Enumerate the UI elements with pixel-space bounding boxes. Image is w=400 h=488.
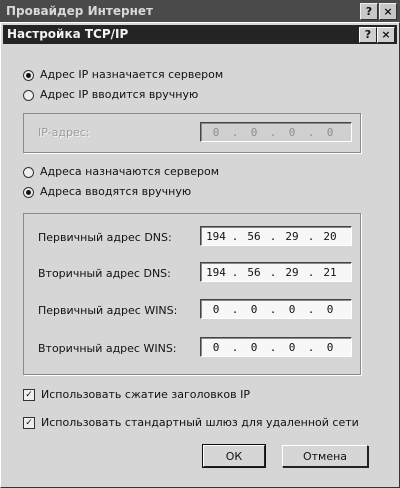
ip-octet[interactable]: 0 [288, 302, 296, 316]
cancel-button[interactable]: Отмена [282, 445, 368, 467]
ip-octet[interactable]: 0 [212, 302, 220, 316]
tcpip-settings-dialog [0, 22, 400, 488]
background-close-button[interactable]: × [379, 3, 397, 20]
secondary-dns-field[interactable]: 194 . 56 . 29 . 21 [200, 262, 352, 282]
checkbox-ip-header-compression[interactable] [23, 387, 250, 403]
server-addresses-group [23, 213, 361, 375]
ip-octet[interactable]: 20 [323, 229, 337, 243]
primary-wins-field[interactable]: 0 . 0 . 0 . 0 [200, 299, 352, 319]
background-window-title: Провайдер Интернет [0, 0, 400, 22]
ip-octet[interactable]: 0 [250, 340, 258, 354]
ip-octet[interactable]: 21 [323, 265, 337, 279]
ip-octet[interactable]: 29 [285, 229, 299, 243]
primary-wins-label: Первичный адрес WINS: [38, 304, 178, 317]
secondary-wins-field[interactable]: 0 . 0 . 0 . 0 [200, 337, 352, 357]
checkbox-default-gateway[interactable] [23, 415, 359, 431]
dialog-title: Настройка TCP/IP [7, 27, 129, 41]
checkbox-check-icon[interactable]: ✓ [23, 417, 35, 429]
ip-octet-3[interactable]: 0 [288, 125, 296, 139]
ip-octet[interactable]: 56 [247, 265, 261, 279]
checkbox-label: Использовать сжатие заголовков IP [41, 388, 250, 401]
radio-label: Адреса вводятся вручную [40, 185, 192, 198]
primary-dns-label: Первичный адрес DNS: [38, 231, 172, 244]
radio-dns-manual[interactable] [23, 184, 191, 200]
radio-button-icon[interactable] [23, 90, 34, 101]
ip-address-field[interactable]: 0 . 0 . 0 . 0 [200, 122, 352, 142]
ip-octet[interactable]: 194 [206, 265, 226, 279]
ip-octet[interactable]: 0 [212, 340, 220, 354]
radio-ip-manual[interactable] [23, 87, 198, 103]
ip-octet[interactable]: 0 [250, 302, 258, 316]
radio-button-icon[interactable] [23, 167, 34, 178]
ip-octet[interactable]: 0 [288, 340, 296, 354]
secondary-wins-label: Вторичный адрес WINS: [38, 342, 177, 355]
help-button[interactable]: ? [359, 27, 377, 43]
radio-button-icon[interactable] [23, 70, 34, 81]
radio-button-icon[interactable] [23, 187, 34, 198]
ip-octet-2[interactable]: 0 [250, 125, 258, 139]
ip-octet-1[interactable]: 0 [212, 125, 220, 139]
radio-ip-from-server[interactable] [23, 67, 223, 83]
ip-octet[interactable]: 194 [206, 229, 226, 243]
radio-label: Адреса назначаются сервером [40, 165, 220, 178]
ip-octet[interactable]: 29 [285, 265, 299, 279]
checkbox-check-icon[interactable]: ✓ [23, 389, 35, 401]
ok-button[interactable]: ОК [203, 445, 265, 467]
ip-octet[interactable]: 0 [326, 302, 334, 316]
secondary-dns-label: Вторичный адрес DNS: [38, 267, 171, 280]
checkbox-label: Использовать стандартный шлюз для удаленной сети [41, 416, 359, 429]
ip-address-label: IP-адрес: [38, 126, 90, 139]
ip-octet[interactable]: 0 [326, 340, 334, 354]
radio-dns-from-server[interactable] [23, 164, 219, 180]
background-help-button[interactable]: ? [360, 3, 378, 20]
ip-octet-4[interactable]: 0 [326, 125, 334, 139]
primary-dns-field[interactable]: 194 . 56 . 29 . 20 [200, 226, 352, 246]
ip-octet[interactable]: 56 [247, 229, 261, 243]
dialog-titlebar [3, 25, 397, 44]
radio-label: Адрес IP вводится вручную [40, 88, 199, 101]
radio-label: Адрес IP назначается сервером [40, 68, 224, 81]
ip-address-group [23, 113, 361, 153]
close-button[interactable]: × [377, 27, 395, 43]
